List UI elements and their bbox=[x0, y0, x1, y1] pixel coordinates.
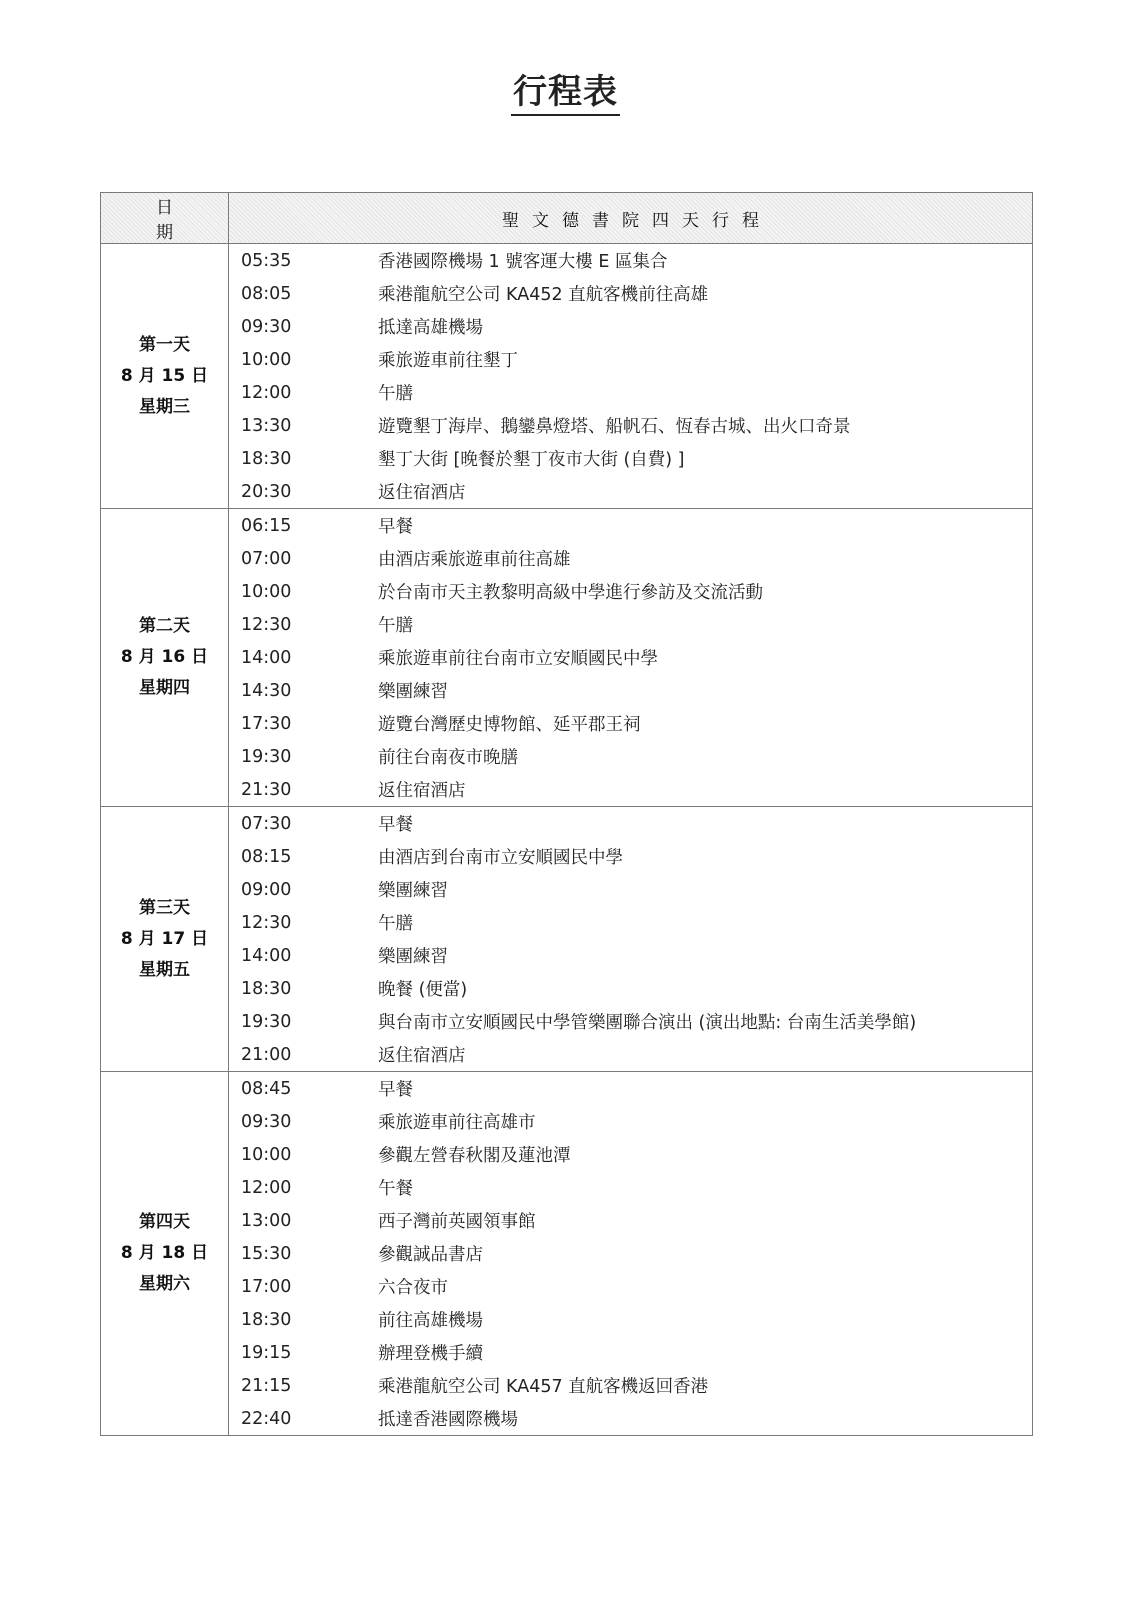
event-row bbox=[229, 1072, 1032, 1105]
event-description: 辦理登機手續 bbox=[378, 1344, 483, 1364]
itinerary-body bbox=[101, 244, 1033, 1436]
event-time: 17:00 bbox=[241, 1276, 292, 1297]
day-row bbox=[101, 509, 1033, 807]
day-label: 第二天 bbox=[139, 616, 190, 636]
event-description: 西子灣前英國領事館 bbox=[378, 1212, 536, 1232]
page-title-wrap bbox=[0, 64, 1131, 113]
event-row bbox=[229, 475, 1032, 508]
event-description: 樂團練習 bbox=[378, 881, 448, 901]
event-description: 午膳 bbox=[378, 914, 413, 934]
event-time: 21:00 bbox=[241, 1044, 292, 1065]
event-description: 抵達高雄機場 bbox=[378, 318, 483, 338]
event-description: 乘港龍航空公司 KA452 直航客機前往高雄 bbox=[378, 285, 709, 305]
event-time: 13:00 bbox=[241, 1210, 292, 1231]
event-description: 六合夜市 bbox=[378, 1278, 448, 1298]
event-row bbox=[229, 840, 1032, 873]
event-description: 樂團練習 bbox=[378, 682, 448, 702]
day-weekday: 星期五 bbox=[139, 959, 190, 980]
event-time: 07:00 bbox=[241, 548, 292, 569]
event-row bbox=[229, 707, 1032, 740]
event-description: 香港國際機場 1 號客運大樓 E 區集合 bbox=[378, 252, 668, 272]
event-row bbox=[229, 409, 1032, 442]
event-time: 12:00 bbox=[241, 382, 292, 403]
page-title: 行程表 bbox=[511, 72, 620, 116]
event-row bbox=[229, 906, 1032, 939]
event-description: 遊覽墾丁海岸、鵝鑾鼻燈塔、船帆石、恆春古城、出火口奇景 bbox=[378, 417, 851, 437]
event-time: 19:15 bbox=[241, 1342, 292, 1363]
event-time: 20:30 bbox=[241, 481, 292, 502]
event-row bbox=[229, 1138, 1032, 1171]
event-row bbox=[229, 542, 1032, 575]
event-time: 07:30 bbox=[241, 813, 292, 834]
event-time: 18:30 bbox=[241, 978, 292, 999]
event-time: 12:00 bbox=[241, 1177, 292, 1198]
event-row bbox=[229, 1336, 1032, 1369]
event-time: 15:30 bbox=[241, 1243, 292, 1264]
event-description: 由酒店到台南市立安順國民中學 bbox=[378, 848, 623, 868]
event-time: 22:40 bbox=[241, 1408, 292, 1429]
event-row bbox=[229, 277, 1032, 310]
event-row bbox=[229, 310, 1032, 343]
day-label: 第四天 bbox=[139, 1212, 190, 1232]
event-time: 19:30 bbox=[241, 1011, 292, 1032]
event-time: 09:00 bbox=[241, 879, 292, 900]
event-description: 乘旅遊車前往台南市立安順國民中學 bbox=[378, 649, 658, 669]
day-cell bbox=[101, 1072, 229, 1436]
event-time: 14:00 bbox=[241, 647, 292, 668]
event-description: 前往高雄機場 bbox=[378, 1311, 483, 1331]
event-time: 09:30 bbox=[241, 316, 292, 337]
event-description: 乘旅遊車前往高雄市 bbox=[378, 1113, 536, 1133]
day-date: 8 月 18 日 bbox=[120, 1243, 209, 1263]
event-description: 返住宿酒店 bbox=[378, 483, 466, 503]
day-weekday: 星期四 bbox=[139, 678, 190, 698]
day-cell bbox=[101, 509, 229, 807]
event-row bbox=[229, 873, 1032, 906]
event-description: 乘港龍航空公司 KA457 直航客機返回香港 bbox=[378, 1377, 709, 1397]
event-row bbox=[229, 343, 1032, 376]
event-row bbox=[229, 442, 1032, 475]
event-time: 14:00 bbox=[241, 945, 292, 966]
day-row bbox=[101, 1072, 1033, 1436]
event-description: 返住宿酒店 bbox=[378, 1046, 466, 1066]
day-label: 第三天 bbox=[139, 897, 190, 918]
event-description: 返住宿酒店 bbox=[378, 781, 466, 801]
event-description: 午膳 bbox=[378, 384, 413, 404]
event-time: 17:30 bbox=[241, 713, 292, 734]
event-time: 21:30 bbox=[241, 779, 292, 800]
event-description: 樂團練習 bbox=[378, 947, 448, 967]
day-row bbox=[101, 807, 1033, 1072]
events-cell bbox=[229, 244, 1033, 509]
event-time: 14:30 bbox=[241, 680, 292, 701]
event-description: 早餐 bbox=[378, 517, 413, 537]
event-description: 參觀左營春秋閣及蓮池潭 bbox=[378, 1146, 571, 1166]
event-time: 13:30 bbox=[241, 415, 292, 436]
event-row bbox=[229, 376, 1032, 409]
event-time: 05:35 bbox=[241, 250, 292, 271]
event-row bbox=[229, 939, 1032, 972]
event-description: 早餐 bbox=[378, 1080, 413, 1100]
day-date: 8 月 17 日 bbox=[120, 928, 209, 949]
header-date: 日期 bbox=[101, 193, 229, 244]
event-row bbox=[229, 1204, 1032, 1237]
event-time: 08:45 bbox=[241, 1078, 292, 1099]
day-weekday: 星期六 bbox=[139, 1274, 190, 1294]
day-weekday: 星期三 bbox=[139, 396, 190, 417]
event-description: 前往台南夜市晚膳 bbox=[378, 748, 518, 768]
event-row bbox=[229, 575, 1032, 608]
day-row bbox=[101, 244, 1033, 509]
event-row bbox=[229, 740, 1032, 773]
event-description: 乘旅遊車前往墾丁 bbox=[378, 351, 518, 371]
event-time: 12:30 bbox=[241, 912, 292, 933]
event-row bbox=[229, 1270, 1032, 1303]
event-row bbox=[229, 641, 1032, 674]
event-description: 與台南市立安順國民中學管樂團聯合演出 (演出地點: 台南生活美學館) bbox=[378, 1013, 917, 1033]
event-row bbox=[229, 608, 1032, 641]
event-row bbox=[229, 773, 1032, 806]
event-row bbox=[229, 1402, 1032, 1435]
event-row bbox=[229, 1369, 1032, 1402]
event-description: 參觀誠品書店 bbox=[378, 1245, 483, 1265]
event-description: 晚餐 (便當) bbox=[378, 980, 468, 1000]
event-time: 10:00 bbox=[241, 581, 292, 602]
event-row bbox=[229, 244, 1032, 277]
event-row bbox=[229, 1005, 1032, 1038]
event-description: 抵達香港國際機場 bbox=[378, 1410, 518, 1430]
event-description: 墾丁大街 [晚餐於墾丁夜市大街 (自費) ] bbox=[378, 450, 685, 470]
day-date: 8 月 16 日 bbox=[120, 647, 209, 667]
event-time: 06:15 bbox=[241, 515, 292, 536]
event-time: 21:15 bbox=[241, 1375, 292, 1396]
event-description: 午膳 bbox=[378, 616, 413, 636]
event-time: 10:00 bbox=[241, 349, 292, 370]
event-time: 08:15 bbox=[241, 846, 292, 867]
event-description: 早餐 bbox=[378, 815, 413, 835]
event-row bbox=[229, 972, 1032, 1005]
event-row bbox=[229, 1171, 1032, 1204]
event-row bbox=[229, 807, 1032, 840]
event-row bbox=[229, 1237, 1032, 1270]
events-cell bbox=[229, 807, 1033, 1072]
event-time: 18:30 bbox=[241, 448, 292, 469]
event-description: 遊覽台灣歷史博物館、延平郡王祠 bbox=[378, 715, 641, 735]
event-row bbox=[229, 1105, 1032, 1138]
day-date: 8 月 15 日 bbox=[120, 365, 209, 386]
event-time: 18:30 bbox=[241, 1309, 292, 1330]
event-time: 10:00 bbox=[241, 1144, 292, 1165]
event-time: 08:05 bbox=[241, 283, 292, 304]
event-time: 19:30 bbox=[241, 746, 292, 767]
event-row bbox=[229, 1303, 1032, 1336]
day-cell bbox=[101, 807, 229, 1072]
events-cell bbox=[229, 1072, 1033, 1436]
event-time: 09:30 bbox=[241, 1111, 292, 1132]
header-program: 聖文德書院四天行程 bbox=[229, 193, 1033, 244]
event-description: 於台南市天主教黎明高級中學進行參訪及交流活動 bbox=[378, 583, 763, 603]
header-row bbox=[101, 193, 1033, 244]
events-cell bbox=[229, 509, 1033, 807]
event-row bbox=[229, 1038, 1032, 1071]
itinerary-table bbox=[100, 192, 1033, 1436]
event-time: 12:30 bbox=[241, 614, 292, 635]
event-description: 午餐 bbox=[378, 1179, 413, 1199]
day-cell bbox=[101, 244, 229, 509]
day-label: 第一天 bbox=[139, 334, 190, 355]
event-description: 由酒店乘旅遊車前往高雄 bbox=[378, 550, 571, 570]
event-row bbox=[229, 509, 1032, 542]
event-row bbox=[229, 674, 1032, 707]
